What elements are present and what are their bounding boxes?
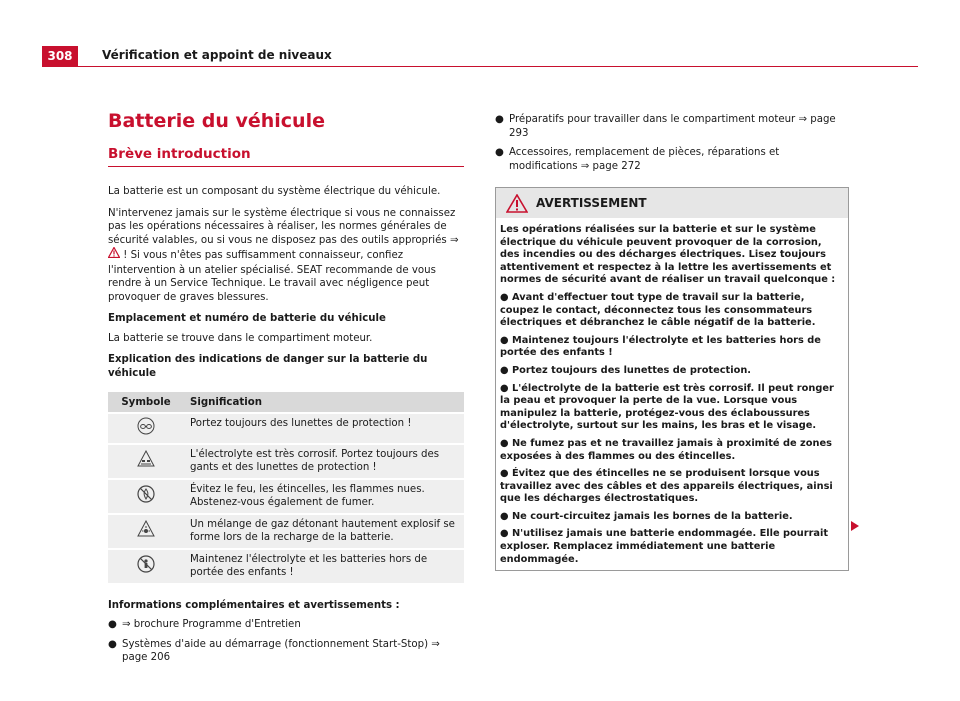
warning-item-text: Portez toujours des lunettes de protection. (511, 364, 752, 376)
warning-header (496, 188, 848, 218)
left-column (108, 110, 464, 665)
running-title: Vérification et appoint de niveaux (102, 48, 332, 62)
goggles-icon (137, 417, 155, 435)
reference-text: Systèmes d'aide au démarrage (fonctionnement Start-Stop) ⇒ page 206 (122, 638, 440, 663)
symbol-cell (108, 515, 184, 548)
keep-from-children-icon (137, 555, 155, 573)
right-column (495, 113, 847, 571)
meaning-cell: Un mélange de gaz détonant hautement explosif se forme lors de la recharge de la batterie. (184, 515, 464, 548)
warning-body (496, 218, 848, 570)
warning-item-text: Maintenez toujours l'électrolyte et les batteries hors de portée des enfants ! (500, 334, 821, 359)
warning-box (495, 187, 849, 571)
intro-paragraph: La batterie est un composant du système électrique du véhicule. (108, 186, 441, 197)
table-row (108, 515, 464, 548)
warning-title: AVERTISSEMENT (536, 196, 647, 210)
page-header (42, 46, 918, 66)
warning-item-text: Avant d'effectuer tout type de travail sur la batterie, coupez le contact, déconnectez tous les consommateurs électriques et débranchez le câble négatif de la batterie. (500, 291, 816, 329)
section-title: Batterie du véhicule (108, 110, 325, 132)
list-item[interactable] (108, 638, 464, 665)
column-meaning: Signification (184, 392, 464, 412)
warning-item-text: L'électrolyte de la batterie est très corrosif. Il peut ronger la peau et provoquer la perte de la vue. Lorsque vous manipulez la batterie, protégez-vous des éclaboussures d'électrolyte, surtout sur les mains, les bras et le visage. (500, 382, 834, 432)
explanation-heading: Explication des indications de danger sur la batterie du véhicule (108, 354, 428, 379)
left-reference-list (108, 618, 464, 665)
meaning-cell: Évitez le feu, les étincelles, les flammes nues. Abstenez-vous également de fumer. (184, 480, 464, 513)
corrosive-icon (137, 450, 155, 468)
warning-item: ● Portez toujours des lunettes de protection. (500, 364, 752, 376)
warning-item: ● L'électrolyte de la batterie est très corrosif. Il peut ronger la peau et provoquer la perte de la vue. Lorsque vous manipulez la batterie, protégez-vous des éclaboussures d'électrolyte, surtout sur les mains, les bras et le visage. (500, 382, 834, 432)
symbol-cell (108, 414, 184, 443)
warning-item: ● Avant d'effectuer tout type de travail sur la batterie, coupez le contact, déconnectez tous les consommateurs électriques et débranchez le câble négatif de la batterie. (500, 291, 816, 329)
warning-item-text: Ne fumez pas et ne travaillez jamais à proximité de zones exposées à des flammes ou des étincelles. (500, 437, 832, 462)
warning-item-text: N'utilisez jamais une batterie endommagée. Elle pourrait exploser. Remplacez immédiatement une batterie endommagée. (500, 528, 829, 565)
table-row (108, 550, 464, 583)
warning-item: ● Maintenez toujours l'électrolyte et les batteries hors de portée des enfants ! (500, 334, 821, 359)
reference-text: ⇒ brochure Programme d'Entretien (122, 619, 301, 630)
warning-item-text: Évitez que des étincelles ne se produisent lorsque vous travaillez avec des câbles et des appareils électriques, ainsi que les décharges électrostatiques. (500, 468, 833, 505)
right-reference-list (495, 113, 847, 173)
header-rule (42, 66, 918, 67)
list-item[interactable] (495, 113, 847, 140)
no-fire-icon (137, 485, 155, 503)
reference-text: Préparatifs pour travailler dans le compartiment moteur ⇒ page 293 (509, 114, 836, 139)
symbol-cell (108, 550, 184, 583)
continue-arrow-icon[interactable] (851, 521, 859, 531)
symbol-cell (108, 480, 184, 513)
warning-triangle-icon (506, 194, 528, 213)
danger-symbols-table (108, 390, 464, 585)
warning-item-text: Ne court-circuitez jamais les bornes de la batterie. (511, 510, 793, 522)
additional-info-heading: Informations complémentaires et avertissements : (108, 599, 400, 611)
warning-item: ● Évitez que des étincelles ne se produisent lorsque vous travaillez avec des câbles et des appareils électriques, ainsi que les décharges électrostatiques. (500, 468, 833, 505)
list-item[interactable] (108, 618, 464, 632)
warning-triangle-icon[interactable] (108, 247, 120, 264)
warning-intro: Les opérations réalisées sur la batterie et sur le système électrique du véhicule peuvent provoquer de la corrosion, des incendies ou des décharges électriques. Lisez toujours attentivement et respectez à la lettre les avertissements et normes de sécurité avant de réaliser un travail quelconque : (500, 224, 836, 286)
symbol-cell (108, 445, 184, 478)
column-symbol: Symbole (108, 392, 184, 412)
caution-paragraph (108, 207, 464, 305)
bullet-icon: ● (495, 114, 504, 125)
bullet-icon: ● (108, 619, 117, 630)
caution-text-b: ! Si vous n'êtes pas suffisamment connaisseur, confiez l'intervention à un atelier spécialisé. SEAT recommande de vous rendre à un Service Technique. Le travail avec négligence peut provoquer de graves blessures. (108, 250, 436, 303)
table-row (108, 414, 464, 443)
section-subtitle: Brève introduction (108, 146, 464, 167)
reference-text: Accessoires, remplacement de pièces, réparations et modifications ⇒ page 272 (509, 147, 780, 172)
meaning-cell: L'électrolyte est très corrosif. Portez toujours des gants et des lunettes de protection ! (184, 445, 464, 478)
meaning-cell: Maintenez l'électrolyte et les batteries hors de portée des enfants ! (184, 550, 464, 583)
warning-item: ● Ne fumez pas et ne travaillez jamais à proximité de zones exposées à des flammes ou des étincelles. (500, 437, 832, 462)
bullet-icon: ● (108, 638, 117, 650)
explosive-icon (137, 520, 155, 538)
location-heading: Emplacement et numéro de batterie du véhicule (108, 313, 386, 324)
bullet-icon: ● (495, 147, 504, 158)
warning-item: ● N'utilisez jamais une batterie endommagée. Elle pourrait exploser. Remplacez immédiatement une batterie endommagée. (500, 528, 829, 565)
caution-text-a: N'intervenez jamais sur le système électrique si vous ne connaissez pas les opérations nécessaires à réaliser, les normes générales de sécurité valables, ou si vous ne disposez pas des outils appropriés ⇒ (108, 207, 459, 246)
page-number: 308 (42, 46, 78, 66)
list-item[interactable] (495, 146, 847, 173)
warning-item: ● Ne court-circuitez jamais les bornes de la batterie. (500, 510, 793, 522)
table-row (108, 445, 464, 478)
table-row (108, 480, 464, 513)
meaning-cell: Portez toujours des lunettes de protection ! (184, 414, 464, 443)
table-header-row (108, 392, 464, 412)
location-text: La batterie se trouve dans le compartiment moteur. (108, 332, 373, 344)
